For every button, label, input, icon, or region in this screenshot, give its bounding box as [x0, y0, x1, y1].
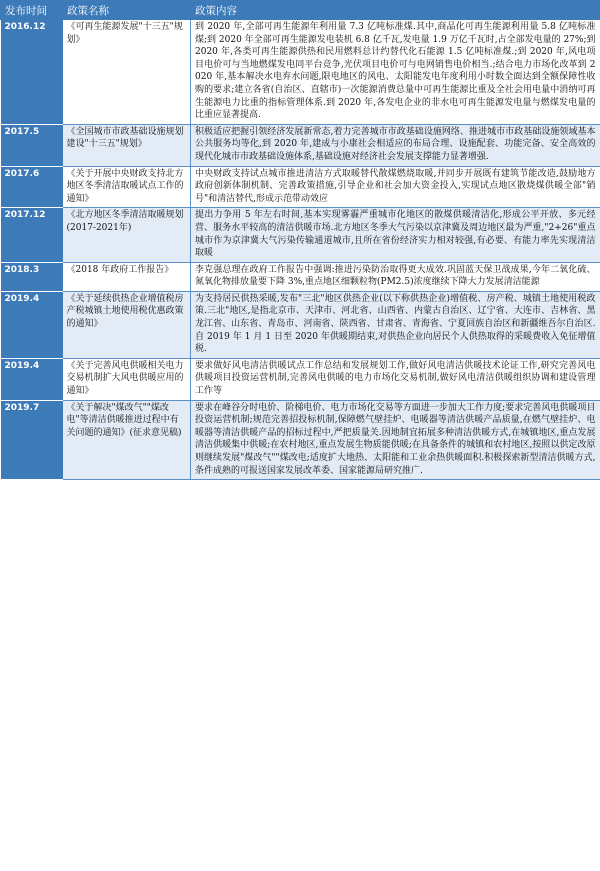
table-row: [1, 20, 600, 125]
header-policy-name: 政策名称: [63, 1, 191, 20]
policy-name: 《关于开展中央财政支持北方地区冬季清洁取暖试点工作的通知》: [63, 166, 191, 208]
policy-content: 中央财政支持试点城市推进清洁方式取暖替代散煤燃烧取暖,并同步开展既有建筑节能改造,鼓励地方政府创新体制机制、完善政策措施,引导企业和社会加大资金投入,实现试点地区散烧煤供暖全部"销号"和清洁替代,形成示范带动效应: [191, 166, 600, 208]
table-row: [1, 358, 600, 400]
policy-content: 要求做好风电清洁供暖试点工作总结和发展规划工作,做好风电清洁供暖技术论证工作,研究完善风电供暖项目投资运营机制,完善风电供暖的电力市场化交易机制,做好风电清洁供暖组织协调和建设管理工作等: [191, 358, 600, 400]
release-date: 2019.4: [1, 291, 63, 358]
policy-name: 《关于完善风电供暖相关电力交易机制扩大风电供暖应用的通知》: [63, 358, 191, 400]
policy-name: 《关于解决"煤改气""煤改电"等清洁供暖推进过程中有关问题的通知》(征求意见稿): [63, 400, 191, 480]
policy-content: 李克强总理在政府工作报告中强调:推进污染防治取得更大成效.巩固蓝天保卫战成果,今年二氧化硫、氮氧化物排放量要下降 3%,重点地区细颗粒物(PM2.5)浓度继续下降大力发展清洁能源: [191, 262, 600, 291]
header-release-date: 发布时间: [1, 1, 63, 20]
table-row: [1, 208, 600, 262]
policy-name: 《关于延续供热企业增值税房产税城镇土地使用税优惠政策的通知》: [63, 291, 191, 358]
table-row: [1, 291, 600, 358]
release-date: 2017.6: [1, 166, 63, 208]
release-date: 2018.3: [1, 262, 63, 291]
release-date: 2017.5: [1, 124, 63, 166]
policy-content: 要求在峰谷分时电价、阶梯电价、电力市场化交易等方面进一步加大工作力度;要求完善风电供暖项目投资运营机制;规范完善招投标机制,保障燃气壁挂炉、电暖器等清洁供暖产品质量,在燃气壁挂炉、电暖器等清洁供暖产品的招标过程中,严把质量关.因地制宜拓展多种清洁供暖方式,在城镇地区,重点发展清洁供暖集中供暖;在农村地区,重点发展生物质能供暖;在具备条件的城镇和农村地区,按照以供定改原则继续发展"煤改气""煤改电;适度扩大地热、太阳能和工业余热供暖面积.积极探索新型清洁供暖方式,条件成熟的可报送国家发展改革委、国家能源局研究推广.: [191, 400, 600, 480]
table-row: [1, 124, 600, 166]
release-date: 2016.12: [1, 20, 63, 125]
policy-content: 为支持居民供热采暖,发布"三北"地区供热企业(以下称供热企业)增值税、房产税、城镇土地使用税政策.三北"地区,是指北京市、天津市、河北省、山西省、内蒙古自治区、辽宁省、大连市、吉林省、黑龙江省、山东省、青岛市、河南省、陕西省、甘肃省、青海省、宁夏回族自治区和新疆维吾尔自治区.自 2019 年 1 月 1 日至 2020 年供暖期结束,对供热企业向居民个人供热取得的采暖费收入免征增值税.: [191, 291, 600, 358]
header-policy-content: 政策内容: [191, 1, 600, 20]
table-header-row: [1, 1, 600, 20]
policy-content: 积极适应把握引领经济发展新常态,着力完善城市市政基础设施网络、推进城市市政基础设施领域基本公共服务均等化,到 2020 年,建成与小康社会相适应的布局合理、设施配套、功能完备、安全高效的现代化城市市政基础设施体系,基础设施对经济社会发展支撑能力显著增强.: [191, 124, 600, 166]
policy-name: 《可再生能源发展"十三五"规划》: [63, 20, 191, 125]
release-date: 2017.12: [1, 208, 63, 262]
table-row: [1, 166, 600, 208]
release-date: 2019.7: [1, 400, 63, 480]
release-date: 2019.4: [1, 358, 63, 400]
policy-content: 提出力争用 5 年左右时间,基本实现雾霾严重城市化地区的散煤供暖清洁化,形成公平开放、多元经营、服务水平较高的清洁供暖市场.北方地区冬季大气污染以京津冀及周边地区最为严重,"2+26"重点城市作为京津冀大气污染传输通道城市,且所在省份经济实力相对较强,有必要、有能力率先实现清洁取暖: [191, 208, 600, 262]
table-row: [1, 400, 600, 480]
policy-name: 《2018 年政府工作报告》: [63, 262, 191, 291]
table-row: [1, 262, 600, 291]
policy-name: 《全国城市市政基础设施规划建设"十三五"规划》: [63, 124, 191, 166]
policy-name: 《北方地区冬季清洁取暖规划(2017-2021年): [63, 208, 191, 262]
policy-content: 到 2020 年,全部可再生能源年利用量 7.3 亿吨标准煤.其中,商品化可再生能源利用量 5.8 亿吨标准煤;到 2020 年全部可再生能源发电装机 6.8 亿千瓦,发电量 1.9 万亿千瓦时,占全部发电量的 27%;到 2020 年,各类可再生能源供热和民用燃料总计约替代化石能源 1.5 亿吨标准煤.;到 2020 年,风电项目电价可与当地燃煤发电同平台竞争,光伏项目电价可与电网销售电价相当.;结合电力市场化改革到 2020 年,基本解决水电弃水问题,限电地区的风电、太阳能发电年度利用小时数全面达到全额保障性收购的要求;建立各省(自治区、直辖市)一次能源消费总量中可再生能源比重及全社会用电量中消纳可再生能源电力比重的指标管理体系.到 2020 年,各发电企业的非水电可再生能源发电量与燃煤发电量的比重应显著提高.: [191, 20, 600, 125]
